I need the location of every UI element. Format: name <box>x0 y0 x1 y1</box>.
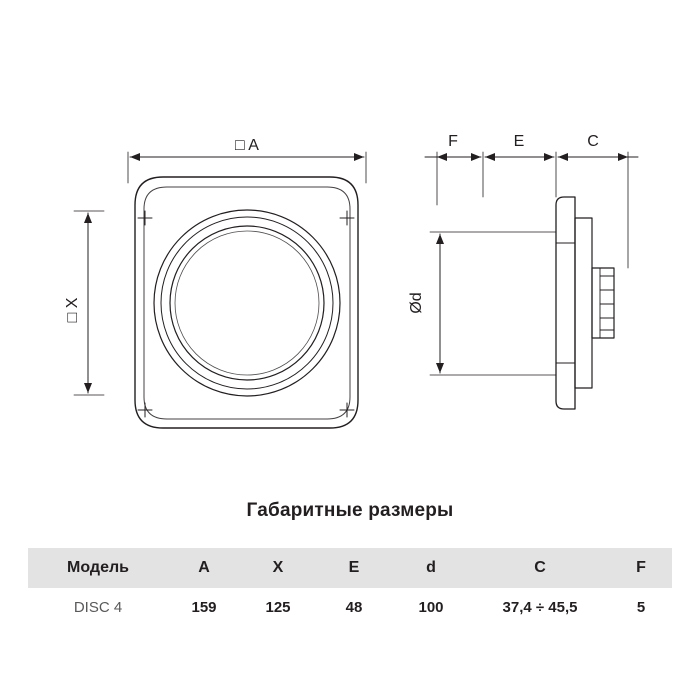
label-dimension-d: Ød <box>408 292 425 314</box>
side-extension-lines <box>430 152 628 375</box>
cell-f: 5 <box>636 599 646 616</box>
column-header-f: F <box>636 559 646 576</box>
column-header-a: A <box>198 559 210 576</box>
dimension-line-a <box>130 153 364 161</box>
cell-e: 48 <box>345 599 363 616</box>
cell-d: 100 <box>418 599 444 616</box>
label-dimension-c: C <box>587 133 599 150</box>
cell-model: DISC 4 <box>73 599 123 616</box>
dimension-line-e <box>485 153 554 161</box>
side-spigot <box>592 268 614 338</box>
label-dimension-x: □ X <box>64 297 81 323</box>
column-header-x: X <box>272 559 284 576</box>
cell-x: 125 <box>265 599 291 616</box>
side-internal-lines <box>556 197 592 409</box>
label-dimension-e: E <box>513 133 525 150</box>
column-header-e: E <box>348 559 360 576</box>
side-spigot-ribs <box>600 268 614 338</box>
column-header-model: Модель <box>67 559 129 576</box>
cell-a: 159 <box>191 599 217 616</box>
column-header-d: d <box>426 559 436 576</box>
label-dimension-f: F <box>448 133 458 150</box>
side-body <box>575 218 592 388</box>
table-header-row <box>28 548 672 588</box>
front-extension-lines <box>74 152 390 395</box>
page-title: Габаритные размеры <box>246 500 454 521</box>
dimension-line-f <box>425 153 481 161</box>
side-flange <box>556 197 575 409</box>
table-row <box>28 588 672 627</box>
dimension-line-c <box>558 153 638 161</box>
dimension-line-x <box>84 213 92 393</box>
label-dimension-a: □ A <box>235 137 259 154</box>
dimensions-table <box>28 548 672 627</box>
column-header-c: C <box>534 559 546 576</box>
dimension-line-d <box>436 234 444 373</box>
cell-c: 37,4 ÷ 45,5 <box>502 599 578 616</box>
